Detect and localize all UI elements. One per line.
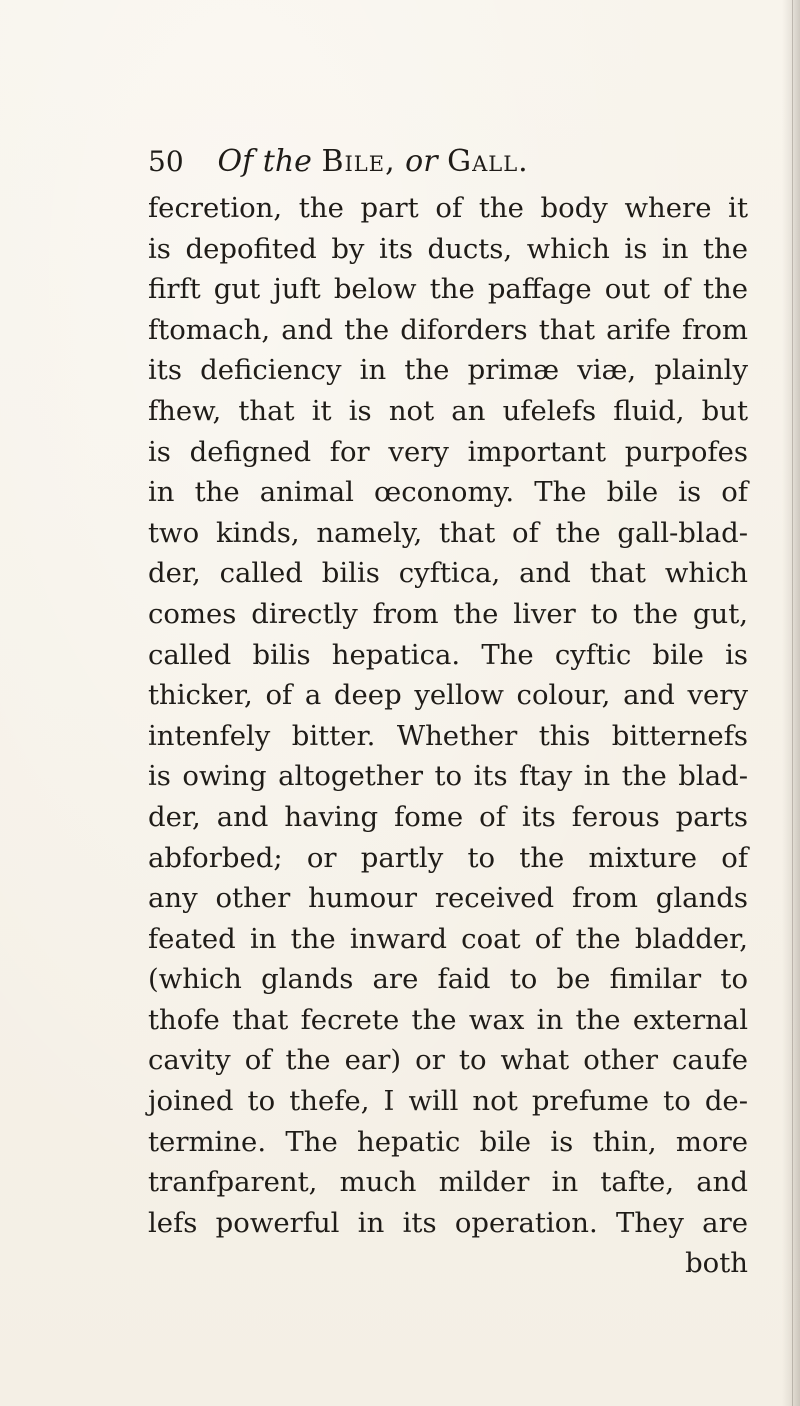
text-line-7: is defigned for very important purpofes <box>148 435 748 468</box>
text-line-2: is depofited by its ducts, which is in the <box>148 232 748 265</box>
text-line-14: intenfely bitter. Whether this bitternefs <box>148 719 748 752</box>
text-line-8: in the animal œconomy. The bile is of <box>148 476 748 509</box>
running-head <box>148 140 748 184</box>
text-line-20: (which glands are faid to be fimilar to <box>148 963 748 996</box>
page-number: 50 <box>148 145 184 178</box>
text-line-3: firft gut juft below the paffage out of the <box>148 273 748 306</box>
text-line-6: fhew, that it is not an ufelefs fluid, but <box>148 394 748 427</box>
text-line-15: is owing altogether to its ftay in the blad- <box>148 760 748 793</box>
text-line-13: thicker, of a deep yellow colour, and very <box>148 679 748 712</box>
text-line-19: feated in the inward coat of the bladder, <box>148 922 748 955</box>
text-line-11: comes directly from the liver to the gut, <box>148 597 748 630</box>
text-line-1: fecretion, the part of the body where it <box>148 192 748 224</box>
text-line-25: tranfparent, much milder in tafte, and <box>148 1166 748 1199</box>
text-line-24: termine. The hepatic bile is thin, more <box>148 1125 748 1158</box>
running-title-or: or <box>405 144 438 179</box>
text-line-4: ftomach, and the diforders that arife from <box>148 313 748 346</box>
running-title-bile: Bile, <box>321 144 396 179</box>
running-title-gall: Gall. <box>447 144 529 179</box>
text-line-18: any other humour received from glands <box>148 882 748 915</box>
text-line-9: two kinds, namely, that of the gall-blad- <box>148 516 748 549</box>
text-line-12: called bilis hepatica. The cyftic bile is <box>148 638 748 671</box>
text-line-26: lefs powerful in its operation. They are <box>148 1206 748 1239</box>
text-line-17: abforbed; or partly to the mixture of <box>148 841 748 874</box>
body-text <box>148 188 748 1284</box>
running-title <box>218 144 529 179</box>
page-edge-line <box>792 0 793 1406</box>
text-line-16: der, and having fome of its ferous parts <box>148 800 748 833</box>
text-line-22: cavity of the ear) or to what other caufe <box>148 1044 748 1077</box>
text-line-23: joined to thefe, I will not prefume to de- <box>148 1085 748 1118</box>
text-line-5: its deficiency in the primæ viæ, plainly <box>148 354 748 387</box>
text-line-10: der, called bilis cyftica, and that which <box>148 557 748 590</box>
text-line-21: thofe that fecrete the wax in the external <box>148 1003 748 1036</box>
catchword: both <box>685 1247 748 1280</box>
running-title-prefix: Of the <box>217 144 312 179</box>
page-edge-shadow <box>782 0 800 1406</box>
